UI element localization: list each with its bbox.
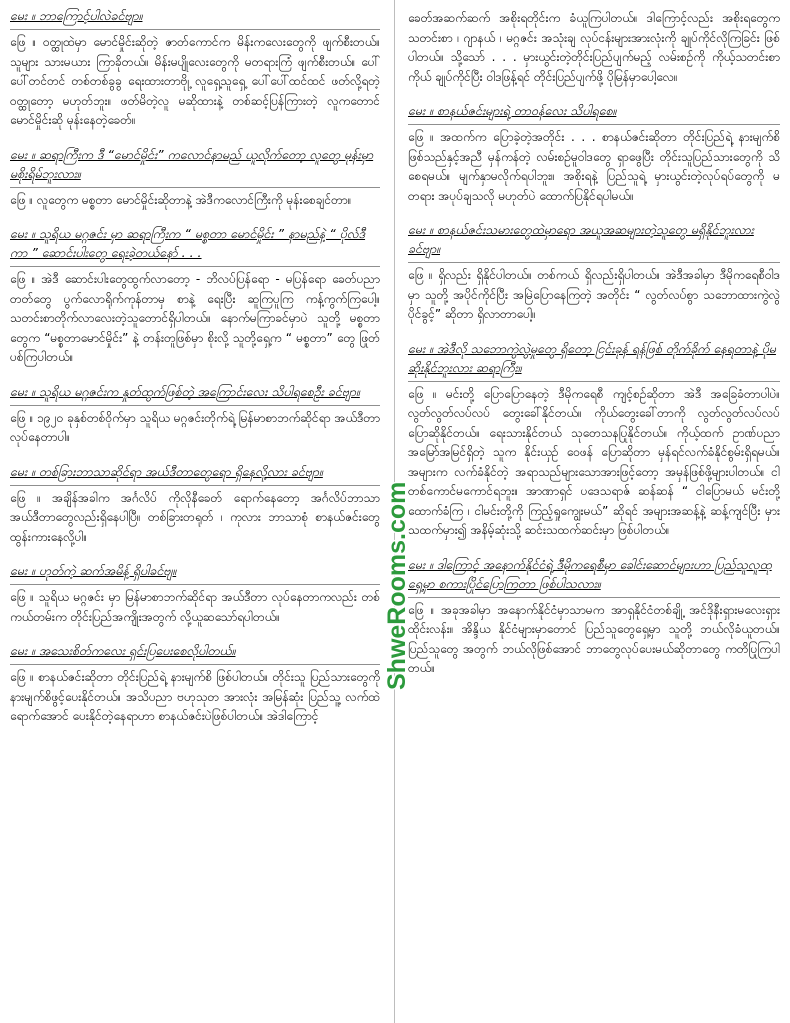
interview-question: မေး ။ သူရိယ မဂ္ဂဇင်း မှာ ဆရာကြီးက “ မစ္စတာ မောင်မှိုင်း ” နာမည်နဲ့ “ ပိုလ်ဒီကာ ” ဆောင်းပါးတွေ ရေးခဲ့တယ်နော် . . .: [10, 224, 380, 267]
interview-question: မေး ။ သူရိယ မဂ္ဂဇင်းက နှုတ်ထွက်ဖြစ်တဲ့ အကြောင်းလေး သိပါရစေဦး ခင်ဗျာ။: [10, 382, 380, 406]
watermark-text: ShweRooms.com: [383, 481, 411, 690]
qa-block: [10, 382, 380, 448]
interview-answer: ဖြေ ။ မင်းတို့ ပြောပြောနေတဲ့ ဒီမိုကရေစီ ကျင့်စဉ်ဆိုတာ အဲဒီ အခြေခံတာပါပဲ။ လွတ်လွတ်လပ်လပ် တွေးခေါ်နိုင်တယ်။ ကိုယ်တွေးခေါ်တာကို လွတ်လွတ်လပ်လပ် ပြောဆိုနိုင်တယ်။ ရေးသားနိုင်တယ် သုတေသနပြုနိုင်တယ်။ ကိုယ့်ထက် ဥာဏ်ပညာ အမြော်အမြင်ရှိတဲ့ သူက နိုင်းယှဉ် ဝေဖန် ပြောဆိုတာ မှန်ရင်လက်ခံနိုင်စွမ်းရှိရမယ်။ အများက လက်ခံနိုင်တဲ့ အရာသည်များသောအားဖြင့်တော့ အမှန်ဖြစ်ဖို့များပါတယ်။ ငါတစ်ကောင်မကောင်ရဘူး။ အာဏာရှင် ပဒေသရာဇ် ဆန်ဆန် “ ငါပြောမယ် မင်းတို့ ထောက်ခံကြ ၊ ငါမင်းတို့ကို ကြည့်ရှုကျွေးမယ်” ဆိုရင် အများအဆန့်နဲ့ ဆန့်ကျင်ပြီး မှားသထက်မှား၍ အနိမ့်ဆုံးသို့ ဆင်းသထက်ဆင်းမှာ ဖြစ်ပါတယ်။: [408, 386, 781, 537]
qa-block: [10, 224, 380, 368]
interview-question: မေး ။ ဆရာကြီးက ဒီ “မောင်မှိုင်း” ကလောင်နာမည် ယူလိုက်တော့ လူတွေ မုန်းမှာ မစိုးရိမ်ဘူးလား။: [10, 145, 380, 188]
qa-block: [10, 561, 380, 627]
interview-answer: ဖြေ ။ သူရိယ မဂ္ဂဇင်း မှာ မြန်မာစာဘက်ဆိုင်ရာ အယ်ဒီတာ လုပ်နေတာကလည်း တစ်ကယ်တမ်းက တိုင်းပြည်အကျိုးအတွက် လို့ယူဆသော်ရပါတယ်။: [10, 590, 380, 624]
watermark-logo: [374, 478, 418, 698]
interview-question: မေး ။ ဘာကြောင့်ပါလဲခင်ဗျာ။: [10, 6, 380, 30]
interview-answer: ဖြေ ။ အချိန်အခါက အင်္ဂလိပ် ကိုလိုနီခေတ် ရောက်နေတော့ အင်္ဂလိပ်ဘာသာ အယ်ဒီတာတွေလည်းရှိနေပါပြီ။ တစ်ခြားတရုတ် ၊ ကုလား ဘာသာစုံ စာနယ်ဇင်းတွေ ထွန်းကားနေလို့ပါ။: [10, 490, 380, 544]
interview-answer: ဖြေ ။ စာနယ်ဇင်းဆိုတာ တိုင်းပြည်ရဲ့ နားမျက်စိ ဖြစ်ပါတယ်။ တိုင်းသူ ပြည်သားတွေကို နားမျက်စိဖွင့်ပေးနိုင်တယ်။ အသိပညာ ဗဟုသုတ အားလုံး အမြန်ဆုံး ပြည်သူ့ လက်ထဲရောက်အောင် ပေးနိုင်တဲ့နေရာဟာ စာနယ်ဇင်းပဲဖြစ်ပါတယ်။ အဲဒါကြောင့်: [10, 670, 380, 723]
watermark-svg: [374, 478, 418, 698]
interview-question: မေး ။ စာနယ်ဇင်းများရဲ့ တာဝန်လေး သိပါရစေ။: [408, 101, 780, 125]
interview-question: မေး ။ ဟုတ်ကဲ့ ဆက်အမိန့် ရှိပါခင်ဗျ။: [10, 561, 380, 585]
qa-block: [10, 6, 380, 131]
right-column: [408, 6, 780, 693]
interview-question: မေး ။ ဒါကြောင့် အနောက်နိုင်ငံရဲ့ ဒီမိုကရေစီမှာ ခေါင်းဆောင်များဟာ ပြည်သူလူထုရှေ့မှာ စကားပြိုင်ပြောကြတာ ဖြစ်ပါသလား။: [408, 555, 780, 598]
qa-block: [408, 220, 780, 325]
qa-block: [10, 462, 380, 548]
qa-block: [408, 555, 780, 679]
qa-block: [10, 641, 380, 727]
interview-question: မေး ။ စာနယ်ဇင်းသမားတွေထဲမှာရော အယူအဆများတဲ့သူတွေ မရှိနိုင်ဘူးလားခင်ဗျာ။: [408, 220, 780, 263]
qa-block: [10, 145, 380, 211]
interview-answer: ဖြေ ။ ဝတ္ထုထဲမှာ မောင်မှိုင်းဆိုတဲ့ ဇာတ်ကောင်က မိန်းကလေးတွေကို ဖျက်စီးတယ်။ သူများ သားမယား ကြာခိုတယ်။ မိန်းမပျိုလေးတွေကို မတရားကြံ ဖျက်စီးတယ်။ ပေါ်ပေါ်တင်တင် တစ်တစ်ခွခွ ရေးထားတာဗိုု့ လူရှေ့သူရှေ့ ပေါ်ပေါ်ထင်ထင် ဖတ်လို့ရတဲ့ ဝတ္ထုတော့ မဟုတ်ဘူး။ ဖတ်မိတဲ့လူ မဆိုထားနဲ့ တစ်ဆင့်ပြန်ကြားတဲ့ လူကတောင် မောင်မှိုင်းဆို မုန်းနေတဲ့ခေတ်။: [10, 35, 380, 127]
interview-question: မေး ။ အဲဒီလို သဘောကွဲလွဲမှုတွေ ရှိတော့ ငြင်းခုန် ရန်ဖြစ် တိုက်ခိုက် နေရတာနဲ့ ပိုမဆိုးနိုင်ဘူးလား ဆရာကြီး။: [408, 339, 780, 382]
qa-block: [408, 339, 780, 541]
interview-answer: ဖြေ ။ လူတွေက မစ္စတာ မောင်မှိုင်းဆိုတာနဲ့ အဲဒီကလောင်ကြီးကို မုန်းစေချင်တာ။: [10, 192, 352, 207]
interview-answer: ဖြေ ။ အထက်က ပြောခဲ့တဲ့အတိုင်း . . . စာနယ်ဇင်းဆိုတာ တိုင်းပြည်ရဲ့ နားမျက်စိ ဖြစ်သည်နှင့်အညီ မှန်ကန်တဲ့ လမ်းစဉ်မူဝါဒတွေ ရှာဖွေပြီး တိုင်းသူပြည်သားတွေကို သိစေရမယ်။ မျက်နှာမလိုက်ရပါဘူး။ အစိုးရနဲ့ ပြည်သူရဲ့ မှားယွင်းတဲ့လုပ်ရပ်တွေကို မတရား အပုပ်ချသလို မဟုတ်ပဲ ထောက်ပြနိုင်ရပါမယ်။: [408, 130, 780, 203]
interview-question: မေး ။ အသေးစိတ်ကလေး ရှင်းပြပေးစေလိုပါတယ်။: [10, 641, 380, 665]
left-column: [10, 6, 380, 741]
interview-question: မေး ။ တစ်ခြားဘာသာဆိုင်ရာ အယ်ဒီတာတွေရော ရှိနေလို့လား ခင်ဗျာ။: [10, 462, 380, 486]
qa-block: [408, 101, 780, 206]
qa-block-continued: [408, 9, 780, 87]
interview-answer: ဖြေ ။ ရှိလည်း ရှိနိုင်ပါတယ်။ တစ်ကယ် ရှိလည်းရှိပါတယ်။ အဲဒီအခါမှာ ဒီမိုကရေစီဝါဒမှာ သူတို့ အပိုင်ကိုင်ပြီး အမြဲပြောနေကြတဲ့ အတိုင်း “ လွတ်လပ်စွာ သဘောထားကွဲလွဲပိုင်ခွင့်” ဆိုတာ ရှိလာတာပေါ့။: [408, 268, 780, 321]
interview-answer: ဖြေ ။ ၁၉၂၀ ခုနှစ်တစ်ဝိုက်မှာ သူရိယ မဂ္ဂဇင်းတိုက်ရဲ့ မြန်မာစာဘက်ဆိုင်ရာ အယ်ဒီတာ လုပ်နေတာပါ။: [10, 410, 380, 444]
interview-answer: ဖြေ ။ အဲဒီ ဆောင်းပါးတွေထွက်လာတော့ - ဘိလပ်ပြန်ရော - မပြန်ရော ခေတ်ပညာတတ်တွေ ပွက်လောရိုက်ကုန်တာမှ စာနဲ့ ရေးပြီး ဆူကြပူကြ ကန့်ကွက်ကြပေါ့။ သတင်းစာတိုက်လာလေးတဲ့သူတောင်ရှိပါတယ်။ နောက်မကြာခင်မှာပဲ သူတို့ မစ္စတာတွေက “မစ္စတာမောင်မှိုင်း” နဲ့ တန်းတူဖြစ်မှာ စိုးလို့ သူတို့ရှေ့က “ မစ္စတာ” တွေ ဖြုတ်ပစ်ကြပါတယ်။: [10, 272, 380, 364]
interview-answer: ဖြေ ။ အခုအခါမှာ အနောက်နိုင်ငံမှာသာမက အာရှနိုင်ငံတစ်ချို့ အင်ဒိုနီးရှားမလေးရှားထိုင်းလန်း။ အိန္ဒိယ နိုင်ငံများမှာတောင် ပြည်သူတွေရှေ့မှာ သူတို့ ဘယ်လိုခံယူတယ်။ ပြည်သူတွေ အတွက် ဘယ်လိုဖြစ်အောင် ဘာတွေလုပ်ပေးမယ်ဆိုတာတွေ ကတိပြုကြပါတယ်။: [408, 602, 780, 675]
interview-answer: ခေတ်အဆက်ဆက် အစိုးရတိုင်းက ခံယူကြပါတယ်။ ဒါကြောင့်လည်း အစိုးရတွေက သတင်းစာ ၊ ဂျာနယ် ၊ မဂ္ဂဇင်း အသုံးချ လုပ်ငန်းများအားလုံးကို ချုပ်ကိုင်လိုကြခြင်း ဖြစ်ပါတယ်။ သို့သော် . . . မှားယွင်းတဲ့တိုင်းပြည်ပျက်မည့် လမ်းစဉ်ကို ကိုယ့်သတင်းစာကိုယ် ချုပ်ကိုင်ပြီး ဝါဒဖြန့်ရင် တိုင်းပြည်ပျက်ဖို့ ပိုမြန်မှာပေါ့လေ။: [408, 11, 780, 84]
